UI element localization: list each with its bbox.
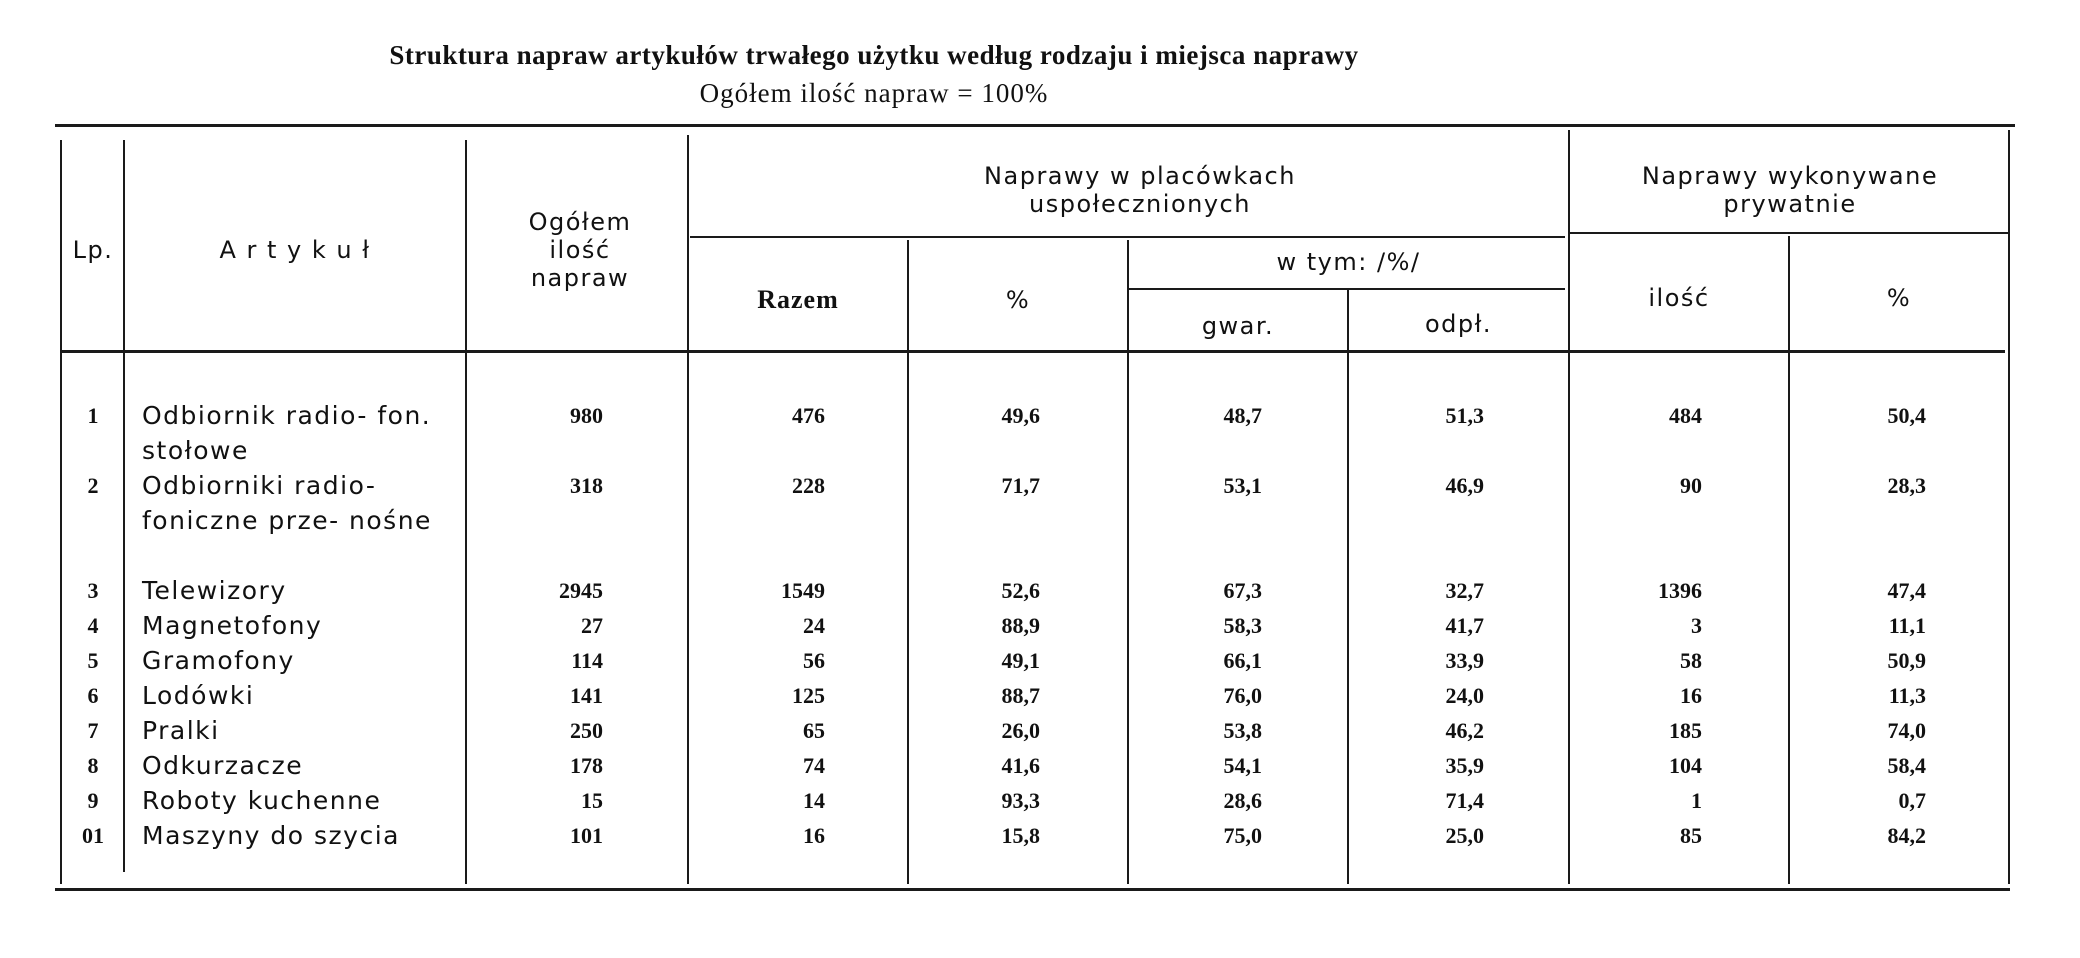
header-razem: Razem — [757, 285, 839, 314]
header-rule-placowki — [690, 236, 1565, 238]
table-row — [0, 748, 2080, 783]
cell-pct-prywatnie: 28,3 — [1887, 472, 1926, 498]
cell-ilosc: 1 — [1691, 787, 1702, 813]
cell-pct-prywatnie: 50,4 — [1887, 402, 1926, 428]
cell-ilosc: 85 — [1680, 822, 1702, 848]
cell-pct: 88,7 — [1001, 682, 1040, 708]
cell-odpl: 32,7 — [1445, 577, 1484, 603]
header-w-tym: w tym: /%/ — [1276, 248, 1421, 276]
cell-pct: 52,6 — [1001, 577, 1040, 603]
cell-gwar: 66,1 — [1223, 647, 1262, 673]
cell-lp: 6 — [87, 682, 99, 708]
cell-pct: 93,3 — [1001, 787, 1040, 813]
cell-ogolem: 178 — [570, 752, 603, 778]
cell-pct: 26,0 — [1001, 717, 1040, 743]
cell-razem: 1549 — [781, 577, 825, 603]
cell-odpl: 33,9 — [1445, 647, 1484, 673]
cell-ilosc: 16 — [1680, 682, 1702, 708]
header-ilosc: ilość — [1648, 284, 1710, 312]
header-lp: Lp. — [72, 236, 114, 264]
cell-ilosc: 185 — [1669, 717, 1702, 743]
cell-razem: 476 — [792, 402, 825, 428]
table-row — [0, 608, 2080, 643]
cell-razem: 125 — [792, 682, 825, 708]
cell-ogolem: 2945 — [559, 577, 603, 603]
cell-odpl: 25,0 — [1445, 822, 1484, 848]
cell-lp: 9 — [87, 787, 99, 813]
header-ogolem: Ogółem ilość napraw — [528, 208, 632, 292]
table-title: Struktura napraw artykułów trwałego użytku według rodzaju i miejsca naprawy — [389, 40, 1359, 70]
cell-pct-prywatnie: 84,2 — [1887, 822, 1926, 848]
header-prywatnie: Naprawy wykonywane prywatnie — [1641, 162, 1939, 218]
table-bottom-rule — [55, 888, 2010, 891]
cell-pct: 49,1 — [1001, 647, 1040, 673]
cell-odpl: 46,9 — [1445, 472, 1484, 498]
cell-pct-prywatnie: 11,3 — [1888, 682, 1926, 708]
header-pct-prywatnie: % — [1886, 284, 1912, 312]
cell-pct: 15,8 — [1001, 822, 1040, 848]
cell-pct: 88,9 — [1001, 612, 1040, 638]
cell-lp: 2 — [87, 472, 99, 498]
cell-ogolem: 980 — [570, 402, 603, 428]
cell-ilosc: 484 — [1669, 402, 1702, 428]
cell-lp: 01 — [82, 822, 104, 848]
cell-odpl: 71,4 — [1445, 787, 1484, 813]
cell-pct-prywatnie: 74,0 — [1887, 717, 1926, 743]
table-row — [0, 783, 2080, 818]
cell-artykul: Roboty kuchenne — [142, 786, 382, 815]
cell-gwar: 28,6 — [1223, 787, 1262, 813]
cell-ilosc: 3 — [1691, 612, 1702, 638]
cell-razem: 65 — [803, 717, 825, 743]
cell-ilosc: 90 — [1680, 472, 1702, 498]
cell-ogolem: 141 — [570, 682, 603, 708]
cell-pct-prywatnie: 50,9 — [1887, 647, 1926, 673]
header-placowki: Naprawy w placówkach uspołecznionych — [984, 162, 1296, 218]
cell-ogolem: 15 — [581, 787, 603, 813]
table-row — [0, 468, 2080, 535]
cell-pct-prywatnie: 47,4 — [1887, 577, 1926, 603]
cell-ilosc: 104 — [1669, 752, 1702, 778]
cell-gwar: 53,1 — [1223, 472, 1262, 498]
cell-gwar: 53,8 — [1223, 717, 1262, 743]
cell-artykul: Maszyny do szycia — [142, 821, 400, 850]
cell-artykul: Gramofony — [142, 646, 295, 675]
header-artykul: A r t y k u ł — [219, 236, 371, 264]
cell-artykul: Odbiornik radio- fon. stołowe — [142, 401, 432, 465]
cell-artykul: Odkurzacze — [142, 751, 304, 780]
cell-pct-prywatnie: 0,7 — [1898, 787, 1926, 813]
table-row — [0, 398, 2080, 465]
header-pct: % — [1005, 286, 1031, 314]
cell-razem: 16 — [803, 822, 825, 848]
cell-odpl: 24,0 — [1445, 682, 1484, 708]
cell-artykul: Pralki — [142, 716, 220, 745]
cell-razem: 74 — [803, 752, 825, 778]
cell-odpl: 35,9 — [1445, 752, 1484, 778]
cell-ogolem: 27 — [581, 612, 603, 638]
cell-pct: 49,6 — [1001, 402, 1040, 428]
cell-pct: 71,7 — [1001, 472, 1040, 498]
header-bottom-rule — [60, 350, 2005, 353]
cell-pct-prywatnie: 58,4 — [1887, 752, 1926, 778]
cell-artykul: Telewizory — [142, 576, 287, 605]
header-gwar: gwar. — [1201, 312, 1275, 340]
table-row — [0, 818, 2080, 853]
table-row — [0, 713, 2080, 748]
table-row — [0, 678, 2080, 713]
cell-artykul: Magnetofony — [142, 611, 323, 640]
cell-lp: 4 — [87, 612, 99, 638]
cell-ilosc: 1396 — [1658, 577, 1702, 603]
table-row — [0, 573, 2080, 608]
cell-ilosc: 58 — [1680, 647, 1702, 673]
cell-odpl: 41,7 — [1445, 612, 1484, 638]
cell-gwar: 48,7 — [1223, 402, 1262, 428]
cell-pct: 41,6 — [1001, 752, 1040, 778]
cell-ogolem: 250 — [570, 717, 603, 743]
cell-gwar: 54,1 — [1223, 752, 1262, 778]
header-rule-prywatnie — [1570, 232, 2008, 234]
cell-ogolem: 101 — [570, 822, 603, 848]
cell-razem: 228 — [792, 472, 825, 498]
header-odpl: odpł. — [1424, 310, 1493, 338]
cell-razem: 24 — [803, 612, 825, 638]
cell-odpl: 46,2 — [1445, 717, 1484, 743]
table-subtitle: Ogółem ilość napraw = 100% — [699, 78, 1049, 108]
cell-razem: 56 — [803, 647, 825, 673]
cell-gwar: 58,3 — [1223, 612, 1262, 638]
cell-artykul: Lodówki — [142, 681, 255, 710]
cell-gwar: 67,3 — [1223, 577, 1262, 603]
cell-lp: 7 — [87, 717, 99, 743]
cell-gwar: 76,0 — [1223, 682, 1262, 708]
cell-lp: 3 — [87, 577, 99, 603]
cell-lp: 8 — [87, 752, 99, 778]
table-row — [0, 643, 2080, 678]
cell-lp: 1 — [87, 402, 99, 428]
cell-pct-prywatnie: 11,1 — [1888, 612, 1926, 638]
cell-artykul: Odbiorniki radio- foniczne prze- nośne — [142, 471, 432, 535]
cell-ogolem: 318 — [570, 472, 603, 498]
cell-odpl: 51,3 — [1445, 402, 1484, 428]
cell-lp: 5 — [87, 647, 99, 673]
cell-razem: 14 — [803, 787, 825, 813]
cell-gwar: 75,0 — [1223, 822, 1262, 848]
table-top-rule — [55, 124, 2015, 127]
cell-ogolem: 114 — [571, 647, 603, 673]
